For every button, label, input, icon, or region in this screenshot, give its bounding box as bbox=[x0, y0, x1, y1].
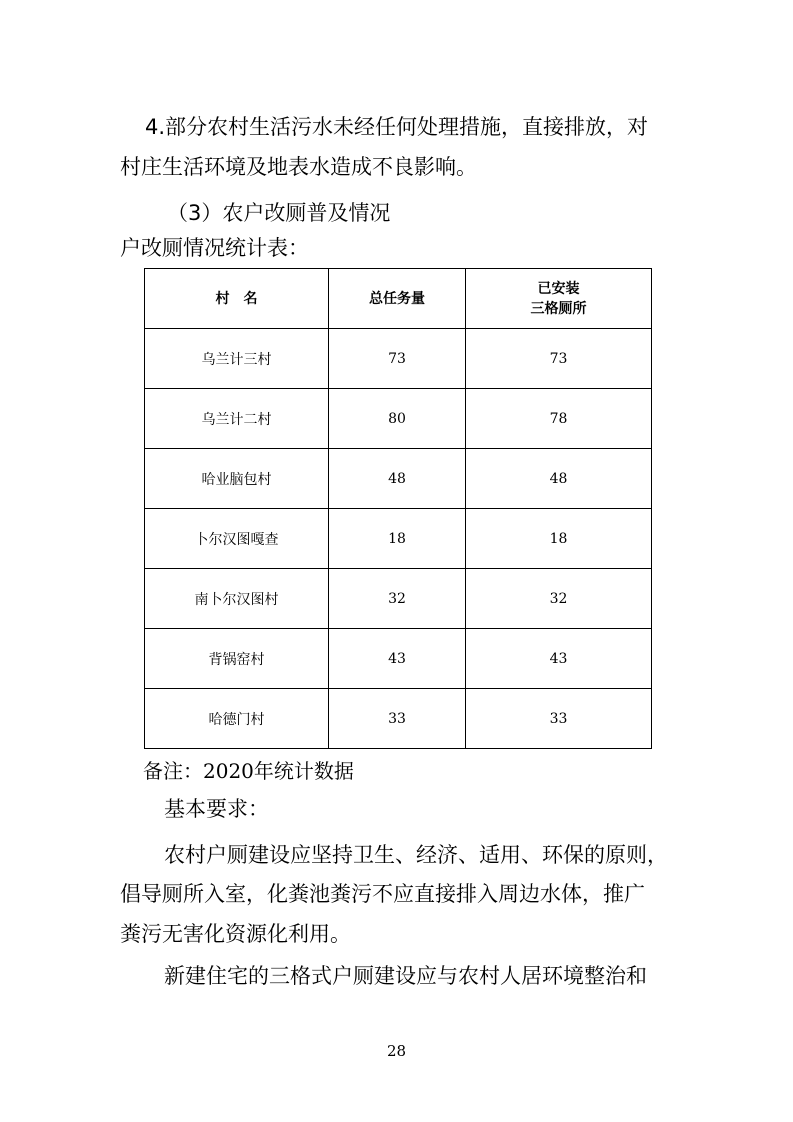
table-note bbox=[143, 758, 354, 784]
cell-installed: 32 bbox=[466, 569, 652, 629]
note-suffix: 年统计数据 bbox=[253, 759, 354, 783]
cell-installed: 43 bbox=[466, 629, 652, 689]
table-header-row bbox=[145, 269, 652, 329]
header-installed bbox=[466, 269, 652, 329]
cell-installed: 48 bbox=[466, 449, 652, 509]
cell-total: 73 bbox=[329, 329, 466, 389]
header-village: 村 名 bbox=[145, 269, 329, 329]
cell-installed: 33 bbox=[466, 689, 652, 749]
cell-total: 18 bbox=[329, 509, 466, 569]
cell-village: 背锅窑村 bbox=[145, 629, 329, 689]
basic-requirements-heading: 基本要求： bbox=[164, 797, 269, 821]
paragraph-requirements-line1: 农村户厕建设应坚持卫生、经济、适用、环保的原则， bbox=[164, 843, 668, 867]
toilet-statistics-table bbox=[144, 268, 652, 749]
table-title: 户改厕情况统计表： bbox=[120, 236, 309, 260]
cell-total: 32 bbox=[329, 569, 466, 629]
header-installed-line2: 三格厕所 bbox=[530, 300, 587, 317]
cell-village: 乌兰计二村 bbox=[145, 389, 329, 449]
paragraph-item4-line2: 村庄生活环境及地表水造成不良影响。 bbox=[120, 155, 477, 179]
cell-total: 48 bbox=[329, 449, 466, 509]
note-year: 2020 bbox=[203, 759, 254, 783]
cell-village: 哈业脑包村 bbox=[145, 449, 329, 509]
table-row bbox=[145, 689, 652, 749]
section-heading: （3）农户改厕普及情况 bbox=[167, 201, 391, 225]
header-installed-line1: 已安装 bbox=[537, 280, 580, 297]
cell-village: 南卜尔汉图村 bbox=[145, 569, 329, 629]
header-total-tasks: 总任务量 bbox=[329, 269, 466, 329]
paragraph-requirements-line3: 粪污无害化资源化利用。 bbox=[120, 922, 351, 946]
cell-installed: 73 bbox=[466, 329, 652, 389]
cell-total: 33 bbox=[329, 689, 466, 749]
paragraph-new-housing-line1: 新建住宅的三格式户厕建设应与农村人居环境整治和 bbox=[164, 964, 647, 988]
cell-village: 哈德门村 bbox=[145, 689, 329, 749]
cell-village: 卜尔汉图嘎查 bbox=[145, 509, 329, 569]
table-row bbox=[145, 509, 652, 569]
cell-village: 乌兰计三村 bbox=[145, 329, 329, 389]
cell-installed: 18 bbox=[466, 509, 652, 569]
page-number: 28 bbox=[386, 1042, 407, 1060]
paragraph-item4-line1: 4.部分农村生活污水未经任何处理措施，直接排放，对 bbox=[145, 115, 649, 139]
table-row bbox=[145, 329, 652, 389]
note-prefix: 备注： bbox=[143, 759, 203, 783]
table-row bbox=[145, 449, 652, 509]
cell-total: 43 bbox=[329, 629, 466, 689]
table-row bbox=[145, 389, 652, 449]
table-row bbox=[145, 569, 652, 629]
paragraph-requirements-line2: 倡导厕所入室，化粪池粪污不应直接排入周边水体，推广 bbox=[120, 882, 645, 906]
cell-installed: 78 bbox=[466, 389, 652, 449]
cell-total: 80 bbox=[329, 389, 466, 449]
table-row bbox=[145, 629, 652, 689]
